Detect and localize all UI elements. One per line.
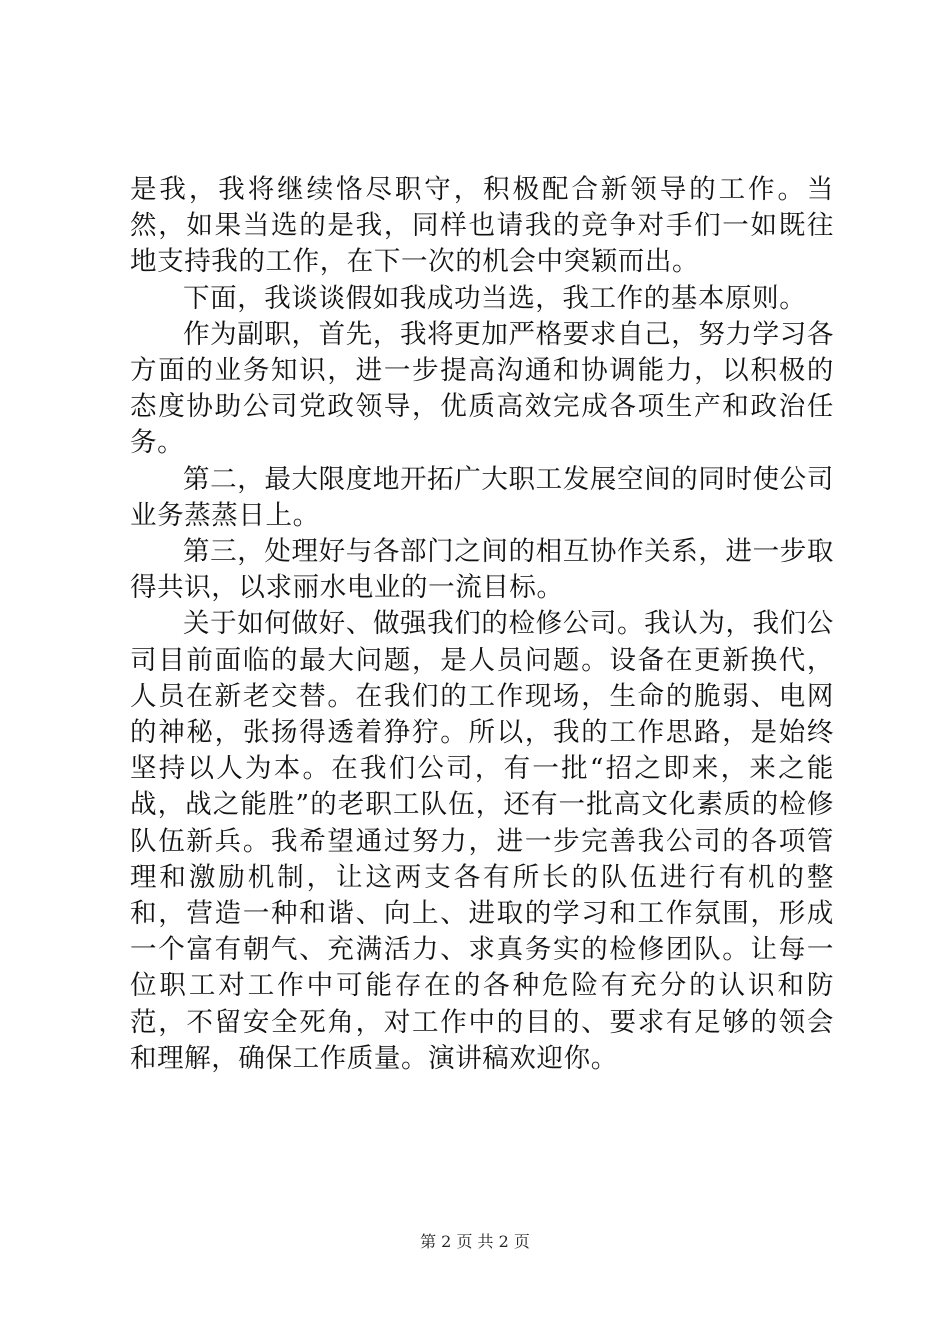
page-footer: 第 2 页 共 2 页 (420, 1232, 530, 1251)
paragraph-3: 作为副职，首先，我将更加严格要求自己，努力学习各方面的业务知识，进一步提高沟通和协调能力，以积极的态度协助公司党政领导，优质高效完成各项生产和政治任务。 (130, 318, 834, 459)
document-body (130, 172, 834, 1077)
paragraph-4: 第二，最大限度地开拓广大职工发展空间的同时使公司业务蒸蒸日上。 (130, 463, 834, 531)
paragraph-1: 是我，我将继续恪尽职守，积极配合新领导的工作。当然，如果当选的是我，同样也请我的竞争对手们一如既往地支持我的工作，在下一次的机会中突颖而出。 (130, 174, 834, 278)
paragraph-6: 关于如何做好、做强我们的检修公司。我认为，我们公司目前面临的最大问题，是人员问题。设备在更新换代，人员在新老交替。在我们的工作现场，生命的脆弱、电网的神秘，张扬得透着狰狞。所以，我的工作思路，是始终坚持以人为本。在我们公司，有一批“招之即来，来之能战，战之能胜”的老职工队伍，还有一批高文化素质的检修队伍新兵。我希望通过努力，进一步完善我公司的各项管理和激励机制，让这两支各有所长的队伍进行有机的整和，营造一种和谐、向上、进取的学习和工作氛围，形成一个富有朝气、充满活力、求真务实的检修团队。让每一位职工对工作中可能存在的各种危险有充分的认识和防范，不留安全死角，对工作中的目的、要求有足够的领会和理解，确保工作质量。演讲稿欢迎你。 (130, 608, 834, 1074)
paragraph-5: 第三，处理好与各部门之间的相互协作关系，进一步取得共识，以求丽水电业的一流目标。 (130, 536, 834, 604)
paragraph-2: 下面，我谈谈假如我成功当选，我工作的基本原则。 (183, 282, 807, 314)
